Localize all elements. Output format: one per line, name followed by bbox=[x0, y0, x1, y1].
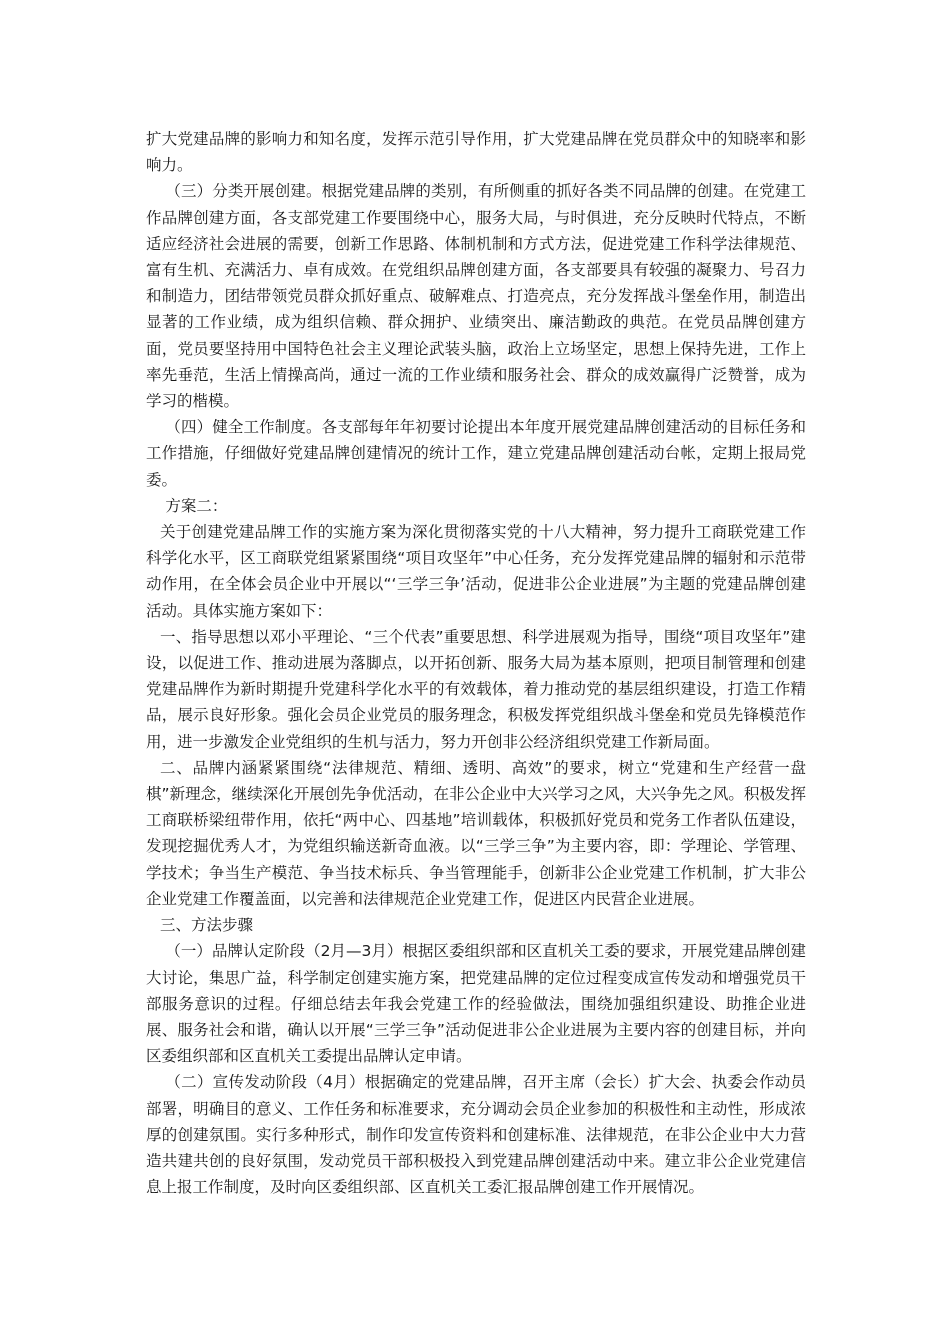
paragraph-classified-creation: （三）分类开展创建。根据党建品牌的类别，有所侧重的抓好各类不同品牌的创建。在党建工作品牌创建方面，各支部党建工作要围绕中心，服务大局，与时俱进，充分反映时代特点，不断适应经济社会进展的需要，创新工作思路、体制机制和方式方法，促进党建工作科学法律规范、富有生机、充满活力、卓有成效。在党组织品牌创建方面，各支部要具有较强的凝聚力、号召力和制造力，团结带领党员群众抓好重点、破解难点、打造亮点，充分发挥战斗堡垒作用，制造出显著的工作业绩，成为组织信赖、群众拥护、业绩突出、廉洁勤政的典范。在党员品牌创建方面，党员要坚持用中国特色社会主义理论武装头脑，政治上立场坚定，思想上保持先进，工作上率先垂范，生活上情操高尚，通过一流的工作业绩和服务社会、群众的成效赢得广泛赞誉，成为学习的楷模。 bbox=[146, 182, 806, 411]
document-body bbox=[146, 126, 806, 1200]
section-heading-plan-two: 方案二： bbox=[165, 496, 228, 515]
paragraph-continuation: 扩大党建品牌的影响力和知名度，发挥示范引导作用，扩大党建品牌在党员群众中的知晓率和影响力。 bbox=[146, 130, 806, 175]
paragraph-brand-connotation: 二、品牌内涵紧紧围绕“法律规范、精细、透明、高效”的要求，树立“党建和生产经营一盘棋”新理念，继续深化开展创先争优活动，在非公企业中大兴学习之风，大兴争先之风。积极发挥工商联桥梁纽带作用，依托“两中心、四基地”培训载体，积极抓好党员和党务工作者队伍建设，发现挖掘优秀人才，为党组织输送新奇血液。以“三学三争”为主要内容，即：学理论、学管理、学技术；争当生产模范、争当技术标兵、争当管理能手，创新非公企业党建工作机制，扩大非公企业党建工作覆盖面，以完善和法律规范企业党建工作，促进区内民营企业进展。 bbox=[146, 758, 806, 908]
section-heading-methods: 三、方法步骤 bbox=[159, 916, 253, 935]
paragraph-publicity-mobilization: （二）宣传发动阶段（4月）根据确定的党建品牌，召开主席（会长）扩大会、执委会作动员部署，明确目的意义、工作任务和标准要求，充分调动会员企业参加的积极性和主动性，形成浓厚的创建氛围。实行多种形式，制作印发宣传资料和创建标准、法律规范，在非公企业中大力营造共建共创的良好氛围，发动党员干部积极投入到党建品牌创建活动中来。建立非公企业党建信息上报工作制度，及时向区委组织部、区直机关工委汇报品牌创建工作开展情况。 bbox=[146, 1073, 806, 1197]
paragraph-work-system: （四）健全工作制度。各支部每年年初要讨论提出本年度开展党建品牌创建活动的目标任务和工作措施，仔细做好党建品牌创建情况的统计工作，建立党建品牌创建活动台帐，定期上报局党委。 bbox=[146, 418, 806, 489]
paragraph-plan-intro: 关于创建党建品牌工作的实施方案为深化贯彻落实党的十八大精神，努力提升工商联党建工作科学化水平，区工商联党组紧紧围绕“项目攻坚年”中心任务，充分发挥党建品牌的辐射和示范带动作用，在全体会员企业中开展以“‘三学三争’活动，促进非公企业进展”为主题的党建品牌创建活动。具体实施方案如下： bbox=[146, 523, 806, 620]
paragraph-guiding-ideology: 一、指导思想以邓小平理论、“三个代表”重要思想、科学进展观为指导，围绕“项目攻坚年”建设，以促进工作、推动进展为落脚点，以开拓创新、服务大局为基本原则，把项目制管理和创建党建品牌作为新时期提升党建科学化水平的有效载体，着力推动党的基层组织建设，打造工作精品，展示良好形象。强化会员企业党员的服务理念，积极发挥党组织战斗堡垒和党员先锋模范作用，进一步激发企业党组织的生机与活力，努力开创非公经济组织党建工作新局面。 bbox=[146, 627, 806, 751]
paragraph-brand-identification: （一）品牌认定阶段（2月—3月）根据区委组织部和区直机关工委的要求，开展党建品牌创建大讨论，集思广益，科学制定创建实施方案，把党建品牌的定位过程变成宣传发动和增强党员干部服务意识的过程。仔细总结去年我会党建工作的经验做法，围绕加强组织建设、助推企业进展、服务社会和谐，确认以开展“三学三争”活动促进非公企业进展为主要内容的创建目标，并向区委组织部和区直机关工委提出品牌认定申请。 bbox=[146, 942, 806, 1066]
